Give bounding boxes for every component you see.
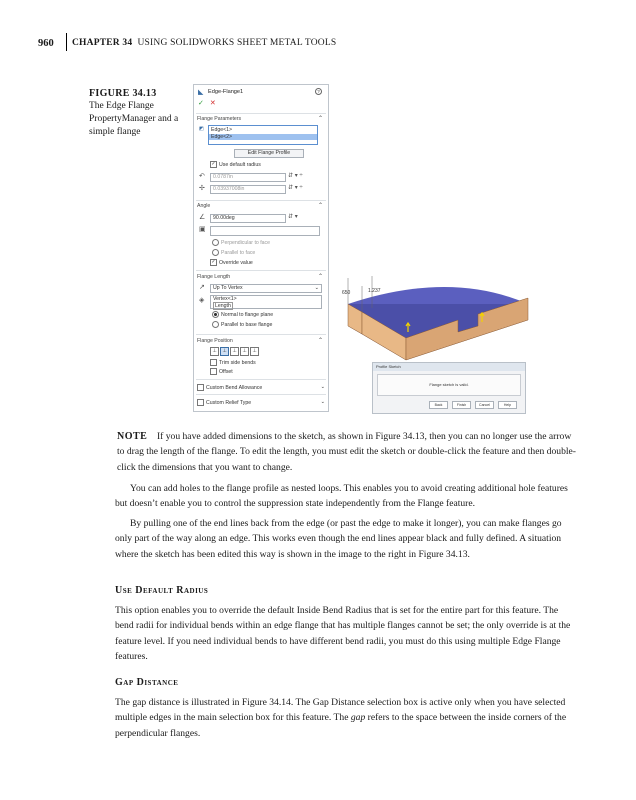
trim-side-bends-checkbox[interactable] (210, 359, 324, 366)
figure-title: FIGURE 34.13 (89, 88, 157, 99)
chevron-down-icon: ⌄ (314, 285, 319, 291)
radio-icon (212, 321, 219, 328)
section-label: Angle (197, 203, 211, 209)
use-default-radius-checkbox[interactable] (210, 161, 324, 168)
face-selection-box[interactable] (210, 226, 320, 236)
checkbox-label: Custom Relief Type (206, 399, 252, 406)
gap-distance-input[interactable] (210, 185, 286, 194)
chevron-up-icon: ⌃ (317, 203, 323, 209)
spinner-icon[interactable]: ⇵ ▾ ÷ (288, 173, 303, 179)
end-condition-value: Up To Vertex (213, 285, 243, 291)
radio-label: Perpendicular to face (221, 239, 271, 246)
checkbox-label: Offset (219, 368, 233, 375)
running-header (72, 38, 336, 48)
parallel-to-base-option[interactable] (212, 321, 324, 328)
spinner-icon[interactable]: ⇵ ▾ ÷ (288, 185, 303, 191)
divider (196, 394, 326, 395)
header-divider (66, 33, 67, 51)
angle-input[interactable]: 90.00deg (210, 214, 286, 223)
checkbox-label: Trim side bends (219, 359, 256, 366)
section-flange-position[interactable] (197, 338, 325, 344)
direction-arrow-icon[interactable]: ↗ (199, 284, 205, 291)
paragraph: This option enables you to override the default Inside Bend Radius that is set for the entire part for this feature. The bend radii for individual bends within an edge flange that has multiple flanges cannot be set; the only override is at the feature level. If you need individual bends to have different bend radii, you must do this using multiple Edge Flange features. (115, 605, 571, 663)
dialog-message: Flange sketch is valid. (377, 374, 521, 396)
help-icon[interactable]: ? (315, 88, 322, 95)
checkbox-icon (197, 384, 204, 391)
checkbox-label: Override value (219, 259, 253, 266)
flange-model-view (340, 268, 530, 368)
divider (196, 200, 326, 201)
face-select-icon: ▣ (199, 226, 206, 233)
checkbox-icon (210, 161, 217, 168)
bend-outside-icon[interactable]: ⊥ (230, 347, 239, 356)
radio-label: Parallel to face (221, 249, 256, 256)
length-tag: Length (215, 303, 231, 309)
cancel-button[interactable]: Cancel (475, 401, 494, 409)
checkbox-icon (210, 359, 217, 366)
note-block (117, 429, 577, 475)
custom-relief-type-checkbox[interactable] (197, 399, 324, 406)
bend-radius-input[interactable] (210, 173, 286, 182)
edge-flange-property-manager (193, 84, 329, 412)
chapter-title: USING SOLIDWORKS SHEET METAL TOOLS (137, 38, 337, 48)
angle-icon: ∠ (199, 214, 206, 221)
flange-position-buttons (210, 347, 324, 356)
ok-cancel-row (198, 99, 324, 107)
chevron-up-icon: ⌃ (317, 338, 323, 344)
custom-bend-allowance-checkbox[interactable] (197, 384, 324, 391)
parallel-option[interactable] (212, 249, 324, 256)
chevron-up-icon: ⌃ (317, 274, 323, 280)
bend-radius-value: 0.0787in (213, 174, 233, 180)
section-flange-length[interactable] (197, 274, 325, 280)
chevron-down-icon: ⌄ (320, 399, 325, 405)
tangent-bend-icon[interactable]: ⊥ (250, 347, 259, 356)
divider (196, 334, 326, 335)
section-label: Flange Position (197, 338, 233, 344)
note-text: If you have added dimensions to the sketch, as shown in Figure 34.13, then you can no longer use the arrow to drag the length of the flange. To edit the length, you must edit the sketch or double-click the feature and then double-click the dimensions that you want to change. (117, 431, 576, 473)
italic-term: gap (350, 712, 366, 724)
override-value-checkbox[interactable] (210, 259, 324, 266)
finish-button[interactable]: Finish (452, 401, 471, 409)
divider (196, 113, 326, 114)
text-run: refers to the space between the inside corners of the perpendicular flanges. (115, 712, 567, 739)
dimension-650[interactable]: 650 (342, 290, 351, 296)
divider (196, 270, 326, 271)
section-heading: Gap Distance (115, 677, 179, 688)
offset-checkbox[interactable] (210, 368, 324, 375)
edge-item[interactable]: Edge<1> (211, 127, 233, 133)
checkbox-label: Use default radius (219, 161, 261, 168)
text-run: The gap distance is illustrated in Figure 34.14. The Gap Distance selection box is active only when you have selected multiple edges in the main selection box for this feature. The (115, 697, 566, 724)
chevron-up-icon: ⌃ (317, 116, 323, 122)
edge-item[interactable]: Edge<2> (209, 134, 317, 140)
ok-icon[interactable]: ✓ (198, 100, 204, 107)
vertex-selection-box[interactable] (210, 295, 322, 309)
section-heading: Use Default Radius (115, 585, 209, 596)
perpendicular-option[interactable] (212, 239, 324, 246)
edge-selection-list[interactable] (208, 125, 318, 145)
virtual-sharp-icon[interactable]: ⊥ (240, 347, 249, 356)
paragraph: By pulling one of the end lines back from the edge (or past the edge to make it longer), you can make flanges go only part of the way along an edge. This works even though the end lines appear black and fully defined. A situation where the sketch has been edited this way is shown in the image to the right in Figure 34.13. (115, 518, 562, 560)
section-label: Flange Parameters (197, 116, 242, 122)
edge-flange-icon: ◣ (198, 89, 204, 96)
paragraph (115, 695, 577, 741)
dimension-1237[interactable]: 1.237 (368, 288, 381, 294)
radio-label: Normal to flange plane (221, 311, 274, 318)
profile-sketch-dialog (372, 362, 526, 414)
gap-distance-icon: ✢ (199, 185, 205, 192)
help-button[interactable]: Help (498, 401, 517, 409)
gap-distance-value: 0.03937008in (213, 186, 245, 192)
vertex-item: Vertex<1> (213, 296, 237, 302)
paragraph: You can add holes to the flange profile as nested loops. This enables you to avoid creating additional hole features but doesn’t enable you to control the suppression state independently from the Flange feature. (115, 483, 568, 510)
chapter-label: CHAPTER 34 (72, 38, 133, 48)
edit-flange-profile-button[interactable]: Edit Flange Profile (234, 149, 304, 158)
checkbox-icon (210, 368, 217, 375)
radio-icon (212, 311, 219, 318)
edge-select-icon: ◩ (199, 126, 204, 132)
section-flange-parameters[interactable] (197, 116, 325, 122)
divider (196, 379, 326, 380)
section-label: Flange Length (197, 274, 231, 280)
bend-radius-icon: ↶ (199, 173, 205, 180)
cancel-icon[interactable]: ✕ (209, 100, 216, 107)
checkbox-icon (210, 259, 217, 266)
spinner-icon[interactable]: ⇵ ▾ (288, 214, 298, 220)
checkbox-icon (197, 399, 204, 406)
chevron-down-icon: ⌄ (320, 384, 325, 390)
section-angle[interactable] (197, 203, 325, 209)
checkbox-label: Custom Bend Allowance (206, 384, 263, 391)
material-inside-icon[interactable]: ⊥ (210, 347, 219, 356)
back-button[interactable]: Back (429, 401, 448, 409)
normal-to-flange-option[interactable] (212, 311, 324, 318)
pm-title: Edge-Flange1 (208, 89, 244, 95)
radio-label: Parallel to base flange (221, 321, 273, 328)
radio-icon (212, 249, 219, 256)
vertex-icon: ◈ (199, 297, 205, 304)
end-condition-select[interactable] (210, 284, 322, 293)
figure-caption: The Edge Flange PropertyManager and a simple flange (89, 101, 179, 137)
page-number: 960 (38, 38, 54, 49)
note-label: NOTE (117, 431, 148, 442)
material-outside-icon[interactable]: ⊥ (220, 347, 229, 356)
radio-icon (212, 239, 219, 246)
dialog-title: Profile Sketch (373, 363, 525, 371)
